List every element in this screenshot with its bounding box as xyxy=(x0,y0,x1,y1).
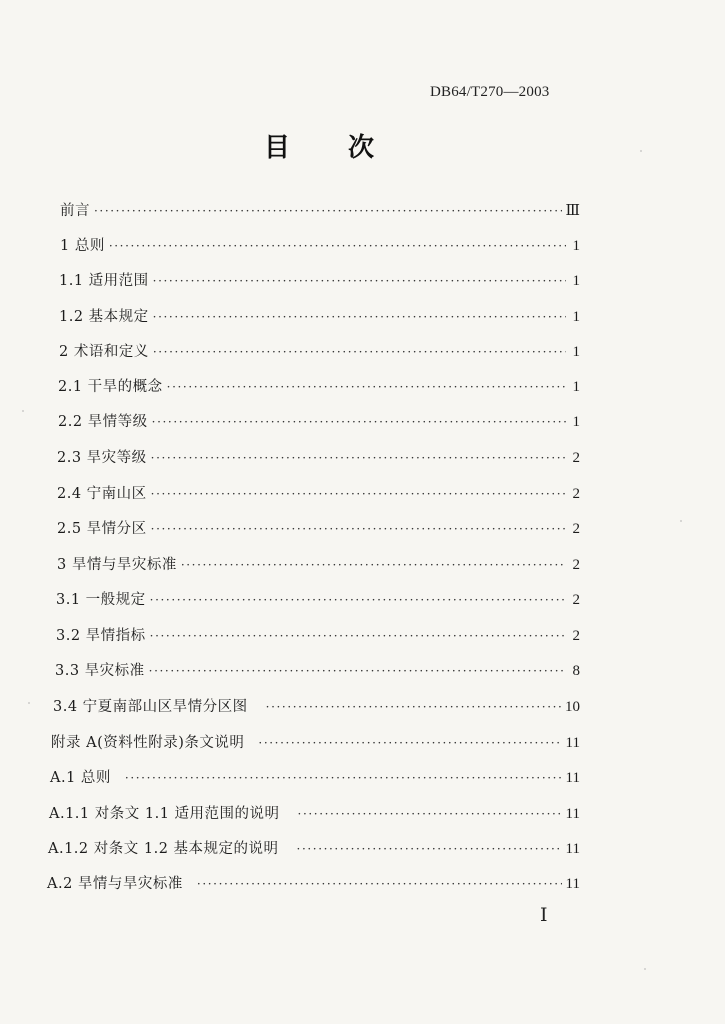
toc-leader-dots xyxy=(150,630,566,642)
toc-entry-label: 1.1 适用范围 xyxy=(59,273,149,289)
toc-entry-page: 1 xyxy=(572,414,580,430)
toc-entry-label: 前言 xyxy=(60,203,90,219)
toc-entry-label: A.1.1 对条文 1.1 适用范围的说明 xyxy=(49,806,280,822)
toc-entry[interactable] xyxy=(50,766,580,788)
toc-entry[interactable] xyxy=(59,305,580,327)
toc-entry-label: 3.1 一般规定 xyxy=(56,592,146,608)
toc-entry-page: 1 xyxy=(572,309,580,325)
toc-leader-dots xyxy=(152,416,566,428)
toc-leader-dots xyxy=(153,346,566,358)
toc-entry[interactable] xyxy=(53,695,580,717)
toc-entry[interactable] xyxy=(59,340,580,362)
toc-leader-dots xyxy=(297,843,562,855)
toc-entry[interactable] xyxy=(57,553,580,575)
toc-leader-dots xyxy=(151,452,566,464)
toc-leader-dots xyxy=(181,559,566,571)
toc-entry[interactable] xyxy=(55,659,580,681)
toc-entry-label: 1 总则 xyxy=(60,238,105,254)
toc-leader-dots xyxy=(258,737,561,749)
toc-entry-label: 2.4 宁南山区 xyxy=(57,486,147,502)
toc-leader-dots xyxy=(153,311,566,323)
toc-entry-label: A.1 总则 xyxy=(50,770,111,786)
scan-speck xyxy=(28,702,30,704)
toc-leader-dots xyxy=(150,594,566,606)
toc-leader-dots xyxy=(167,381,566,393)
toc-entry-page: 11 xyxy=(565,841,580,857)
title-char-ci: 次 xyxy=(348,133,375,163)
toc-entry[interactable] xyxy=(57,446,580,468)
toc-entry-page: 10 xyxy=(565,699,580,715)
toc-entry[interactable] xyxy=(56,588,580,610)
toc-entry-label: 2.1 干旱的概念 xyxy=(58,379,163,395)
scan-speck xyxy=(22,410,24,412)
toc-entry-page: 11 xyxy=(565,735,580,751)
toc-entry[interactable] xyxy=(57,482,580,504)
toc-entry-label: 2.3 旱灾等级 xyxy=(57,450,147,466)
toc-entry-page: 2 xyxy=(572,628,580,644)
toc-entry-page: 2 xyxy=(572,521,580,537)
toc-entry-label: 3.4 宁夏南部山区旱情分区图 xyxy=(53,699,248,715)
toc-entry-page: 1 xyxy=(572,238,580,254)
toc-entry-label: 3 旱情与旱灾标准 xyxy=(57,557,177,573)
toc-entry[interactable] xyxy=(56,624,580,646)
toc-leader-dots xyxy=(109,240,566,252)
scan-speck xyxy=(644,968,646,970)
toc-leader-dots xyxy=(151,488,566,500)
toc-entry-label: 附录 A(资料性附录)条文说明 xyxy=(51,735,245,751)
page-folio: Ⅰ xyxy=(540,905,548,926)
toc-entry-label: 2 术语和定义 xyxy=(59,344,149,360)
toc-entry[interactable] xyxy=(51,731,580,753)
title-char-mu: 目 xyxy=(264,133,291,163)
scan-speck xyxy=(640,150,642,152)
toc-leader-dots xyxy=(94,205,562,217)
toc-entry[interactable] xyxy=(58,410,580,432)
toc-leader-dots xyxy=(266,701,561,713)
toc-entry[interactable] xyxy=(47,872,580,894)
toc-leader-dots xyxy=(125,772,562,784)
standard-code: DB64/T270—2003 xyxy=(430,84,550,100)
toc-entry[interactable] xyxy=(48,837,580,859)
toc-entry-page: 2 xyxy=(572,486,580,502)
toc-entry[interactable] xyxy=(58,375,580,397)
toc-entry-page: 11 xyxy=(565,806,580,822)
toc-entry-page: 8 xyxy=(572,663,580,679)
toc-entry-page: 2 xyxy=(572,592,580,608)
toc-entry-label: 3.2 旱情指标 xyxy=(56,628,146,644)
toc-entry-label: 2.2 旱情等级 xyxy=(58,414,148,430)
toc-entry-page: 1 xyxy=(572,379,580,395)
toc-entry[interactable] xyxy=(49,802,580,824)
toc-entry-page: 2 xyxy=(572,450,580,466)
toc-leader-dots xyxy=(151,523,566,535)
toc-entry-label: A.2 旱情与旱灾标准 xyxy=(47,876,183,892)
toc-entry-page: 1 xyxy=(572,344,580,360)
toc-entry[interactable] xyxy=(59,269,580,291)
toc-entry-page: Ⅲ xyxy=(565,203,580,219)
toc-entry-page: 2 xyxy=(572,557,580,573)
toc-leader-dots xyxy=(153,275,566,287)
toc-entry-label: 1.2 基本规定 xyxy=(59,309,149,325)
toc-leader-dots xyxy=(298,808,562,820)
toc-entry[interactable] xyxy=(57,517,580,539)
toc-leader-dots xyxy=(197,878,562,890)
toc-entry-page: 11 xyxy=(565,770,580,786)
toc-leader-dots xyxy=(149,665,566,677)
toc-entry-label: 3.3 旱灾标准 xyxy=(55,663,145,679)
toc-entry[interactable] xyxy=(60,199,580,221)
toc-entry[interactable] xyxy=(60,234,580,256)
toc-entry-page: 11 xyxy=(565,876,580,892)
toc-entry-label: A.1.2 对条文 1.2 基本规定的说明 xyxy=(48,841,279,857)
toc-entry-label: 2.5 旱情分区 xyxy=(57,521,147,537)
toc-entry-page: 1 xyxy=(572,273,580,289)
scan-speck xyxy=(680,520,682,522)
